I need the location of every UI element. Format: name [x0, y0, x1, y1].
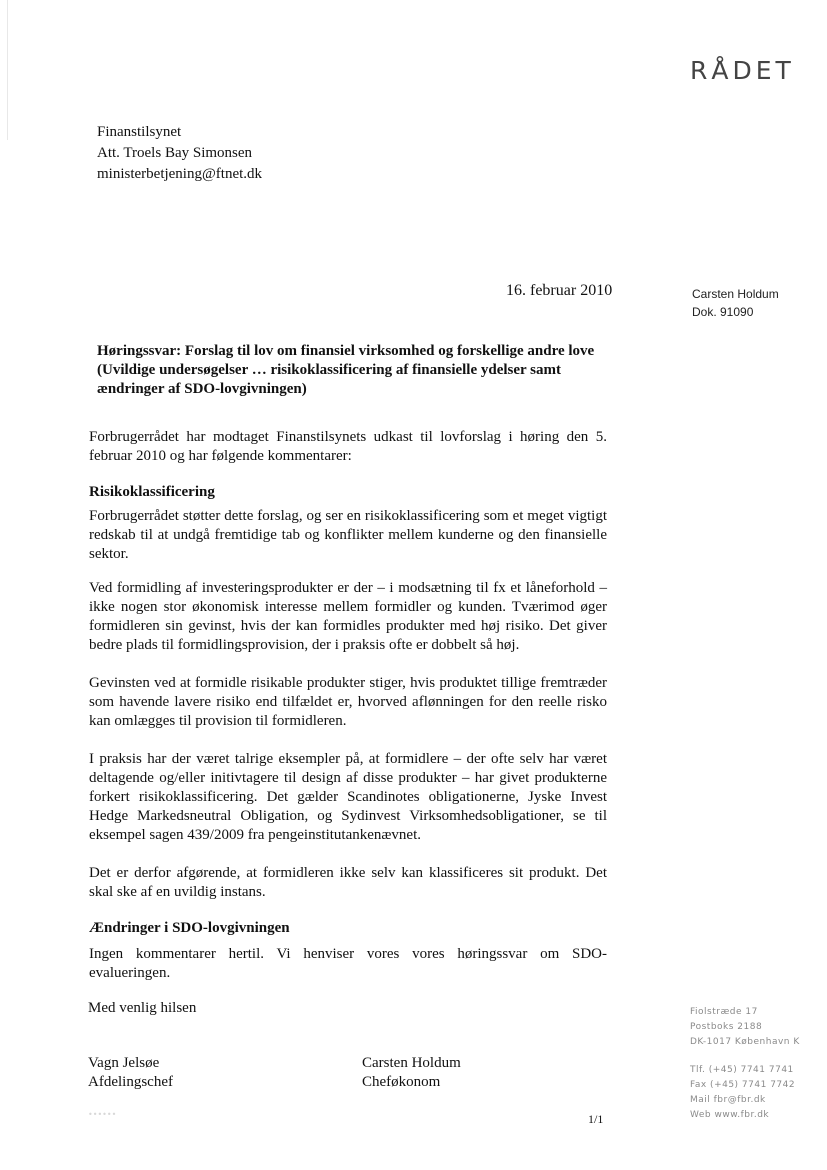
section1-paragraph-5: Det er derfor afgørende, at formidleren ikke selv kan klassificeres sit produkt. Det skal ske af en uvildig instans. [89, 865, 607, 900]
recipient-email: ministerbetjening@ftnet.dk [97, 166, 263, 182]
intro-paragraph: Forbrugerrådet har modtaget Finanstilsynets udkast til lovforslag i høring den 5. februar 2010 og har følgende kommentarer: [89, 429, 607, 464]
reference-block [692, 285, 779, 321]
letter-date: 16. februar 2010 [506, 282, 613, 299]
section2-paragraph-1: Ingen kommentarer hertil. Vi henviser vores vores høringssvar om SDO-evalueringen. [89, 946, 607, 981]
recipient-line-2: Att. Troels Bay Simonsen [97, 145, 253, 161]
reference-name: Carsten Holdum [692, 287, 779, 301]
signature-left-title: Afdelingschef [88, 1074, 173, 1090]
footer-city: DK-1017 København K [690, 1037, 800, 1047]
signature-left-name: Vagn Jelsøe [88, 1055, 160, 1071]
footer-web: Web www.fbr.dk [690, 1110, 770, 1120]
section1-paragraph-4: I praksis har der været talrige eksempler på, at formidlere – der ofte selv har været deltagende og/eller initivtagere til design af disse produkter – har givet produkterne forkert risikoklassificering. Det gælder Scandinotes obligationerne, Jyske Invest Hedge Markedsneutral Obligation, og Sydinvest Virksomhedsobligationer, se til eksempel sagen 439/2009 fra pengeinstitutankenævnet. [89, 751, 607, 843]
reference-doc-number: Dok. 91090 [692, 305, 754, 319]
section1-paragraph-3: Gevinsten ved at formidle risikable produkter stiger, hvis produktet tillige fremtræder som havende lavere risiko end tilfældet er, hvorved aflønningen for den reelle risko kan omlægges til provision til formidleren. [89, 675, 607, 729]
letter-subject: Høringssvar: Forslag til lov om finansiel virksomhed og forskellige andre love (Uvildige undersøgelser … risikoklassificering af finansielle ydelser samt ændringer af SDO-lovgivningen) [97, 343, 595, 397]
recipient-line-1: Finanstilsynet [97, 124, 182, 140]
organization-logo: RÅDET [690, 56, 795, 85]
footer-postbox: Postboks 2188 [690, 1022, 763, 1032]
scan-smudge: •••••• [88, 1110, 117, 1119]
footer-mail: Mail fbr@fbr.dk [690, 1095, 766, 1105]
recipient-address [97, 122, 262, 185]
section1-paragraph-1: Forbrugerrådet støtter dette forslag, og ser en risikoklassificering som et meget vigtigt redskab til at undgå fremtidige tab og konflikter mellem kunderne og den finansielle sektor. [89, 508, 607, 562]
signature-right-name: Carsten Holdum [362, 1055, 461, 1071]
footer-fax: Fax (+45) 7741 7742 [690, 1080, 796, 1090]
footer-street: Fiolstræde 17 [690, 1007, 758, 1017]
scan-edge-line [7, 0, 8, 140]
footer-contact [690, 1063, 795, 1123]
section-heading-sdo: Ændringer i SDO-lovgivningen [89, 920, 290, 936]
signature-right [362, 1054, 461, 1092]
footer-address [690, 1005, 800, 1050]
signature-left [88, 1054, 173, 1092]
footer-phone: Tlf. (+45) 7741 7741 [690, 1065, 794, 1075]
closing-greeting: Med venlig hilsen [88, 1000, 197, 1016]
signature-right-title: Cheføkonom [362, 1074, 441, 1090]
page-number: 1/1 [588, 1112, 604, 1126]
section1-paragraph-2: Ved formidling af investeringsprodukter er der – i modsætning til fx et låneforhold – ikke nogen stor økonomisk interesse mellem formidler og kunden. Tværimod øger formidleren sin gevinst, hvis der kan formidles produkter med høj risiko. Det giver bedre plads til formidlingsprovision, der i praksis ofte er dobbelt så høj. [89, 580, 607, 653]
section-heading-risikoklassificering: Risikoklassificering [89, 484, 215, 500]
